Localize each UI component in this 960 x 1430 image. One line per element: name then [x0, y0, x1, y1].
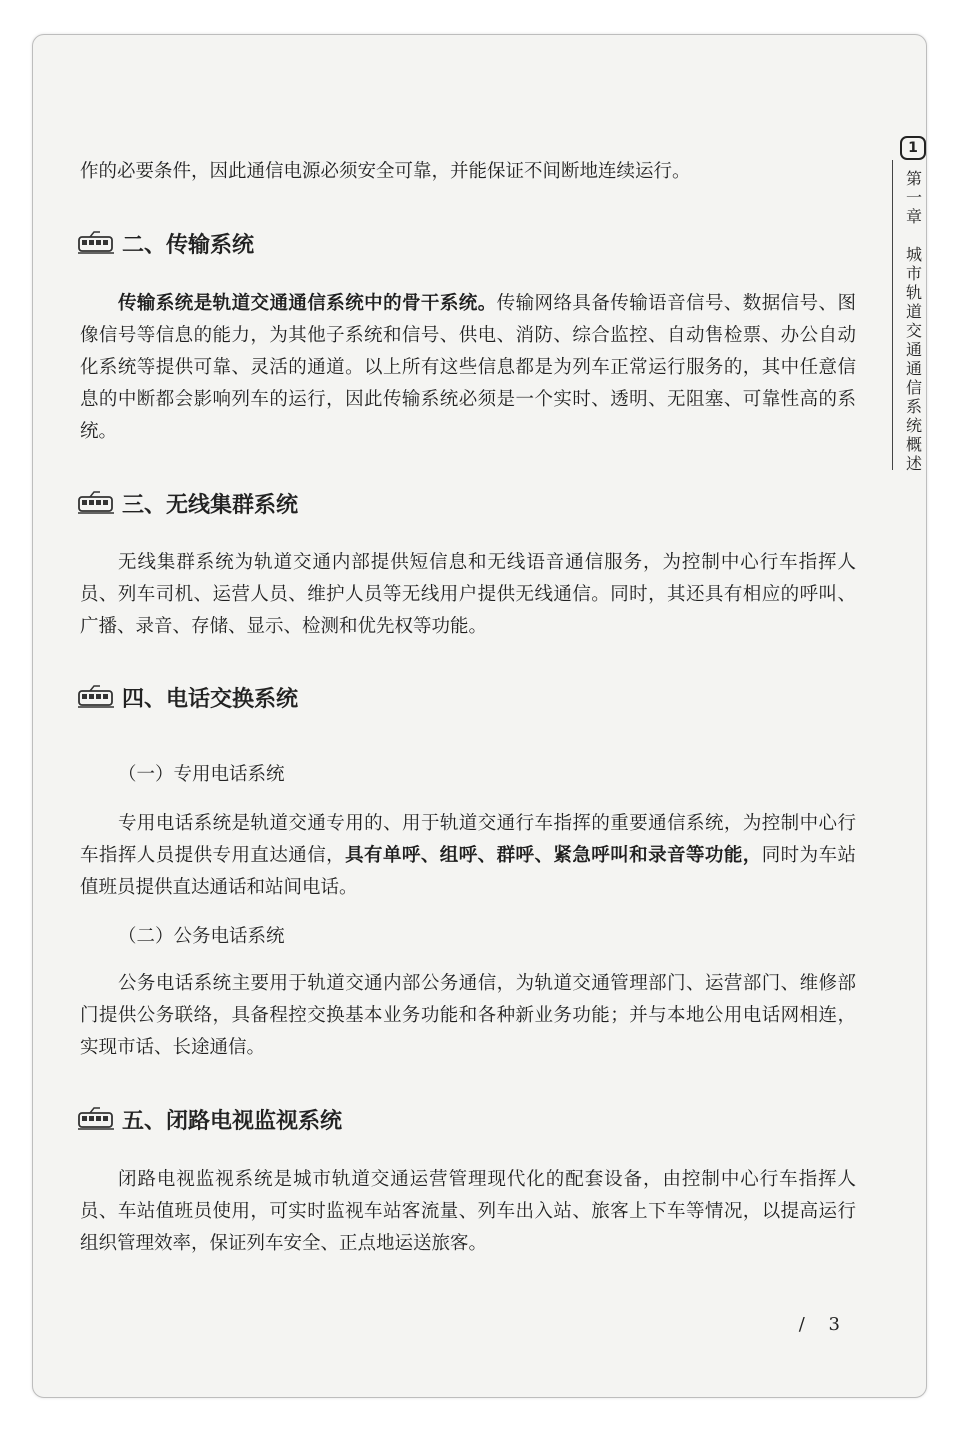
paragraph-transmission: 传输系统是轨道交通通信系统中的骨干系统。传输网络具备传输语音信号、数据信号、图像信号等信息的能力，为其他子系统和信号、供电、消防、综合监控、自动售检票、办公自动化系统等提供可靠、灵活的通道。以上所有这些信息都是为列车正常运行服务的，其中任意信息的中断都会影响列车的运行，因此传输系统必须是一个实时、透明、无阻塞、可靠性高的系统。	[80, 293, 856, 442]
train-icon	[78, 1107, 114, 1131]
chapter-number-badge: 1	[900, 136, 926, 160]
paragraph-cctv: 闭路电视监视系统是城市轨道交通运营管理现代化的配套设备，由控制中心行车指挥人员、车站值班员使用，可实时监视车站客流量、列车出入站、旅客上下车等情况，以提高运行组织管理效率，保证列车安全、正点地运送旅客。	[80, 1169, 856, 1254]
train-icon	[78, 685, 114, 709]
train-icon	[78, 231, 114, 255]
heading-telephone-switching	[78, 680, 298, 714]
page-footer	[799, 1314, 840, 1335]
chapter-title-vertical: 第一章 城市轨道交通通信系统概述	[903, 170, 923, 474]
heading-cctv	[78, 1102, 342, 1136]
heading-text: 五、闭路电视监视系统	[122, 1108, 343, 1134]
footer-separator: /	[798, 1314, 805, 1335]
heading-transmission	[78, 226, 254, 260]
subheading-dedicated-phone: （一）专用电话系统	[118, 764, 285, 785]
subheading-office-phone: （二）公务电话系统	[118, 926, 285, 947]
heading-text: 四、电话交换系统	[122, 686, 299, 712]
paragraph-office-phone: 公务电话系统主要用于轨道交通内部公务通信，为轨道交通管理部门、运营部门、维修部门提供公务联络，具备程控交换基本业务功能和各种新业务功能；并与本地公用电话网相连，实现市话、长途通信。	[80, 973, 856, 1058]
heading-text: 二、传输系统	[122, 232, 255, 258]
heading-trunking	[78, 486, 298, 520]
paragraph-trunking: 无线集群系统为轨道交通内部提供短信息和无线语音通信服务，为控制中心行车指挥人员、列车司机、运营人员、维护人员等无线用户提供无线通信。同时，其还具有相应的呼叫、广播、录音、存储、显示、检测和优先权等功能。	[80, 552, 856, 637]
paragraph-dedicated-phone: 专用电话系统是轨道交通专用的、用于轨道交通行车指挥的重要通信系统，为控制中心行车指挥人员提供专用直达通信，具有单呼、组呼、群呼、紧急呼叫和录音等功能，同时为车站值班员提供直达通话和站间电话。	[80, 813, 856, 898]
train-icon	[78, 491, 114, 515]
chapter-side-tab	[896, 136, 930, 474]
page-number: 3	[828, 1314, 840, 1335]
heading-text: 三、无线集群系统	[122, 492, 299, 518]
paragraph-intro: 作的必要条件，因此通信电源必须安全可靠，并能保证不间断地连续运行。	[80, 161, 691, 182]
side-tab-divider	[892, 160, 893, 470]
